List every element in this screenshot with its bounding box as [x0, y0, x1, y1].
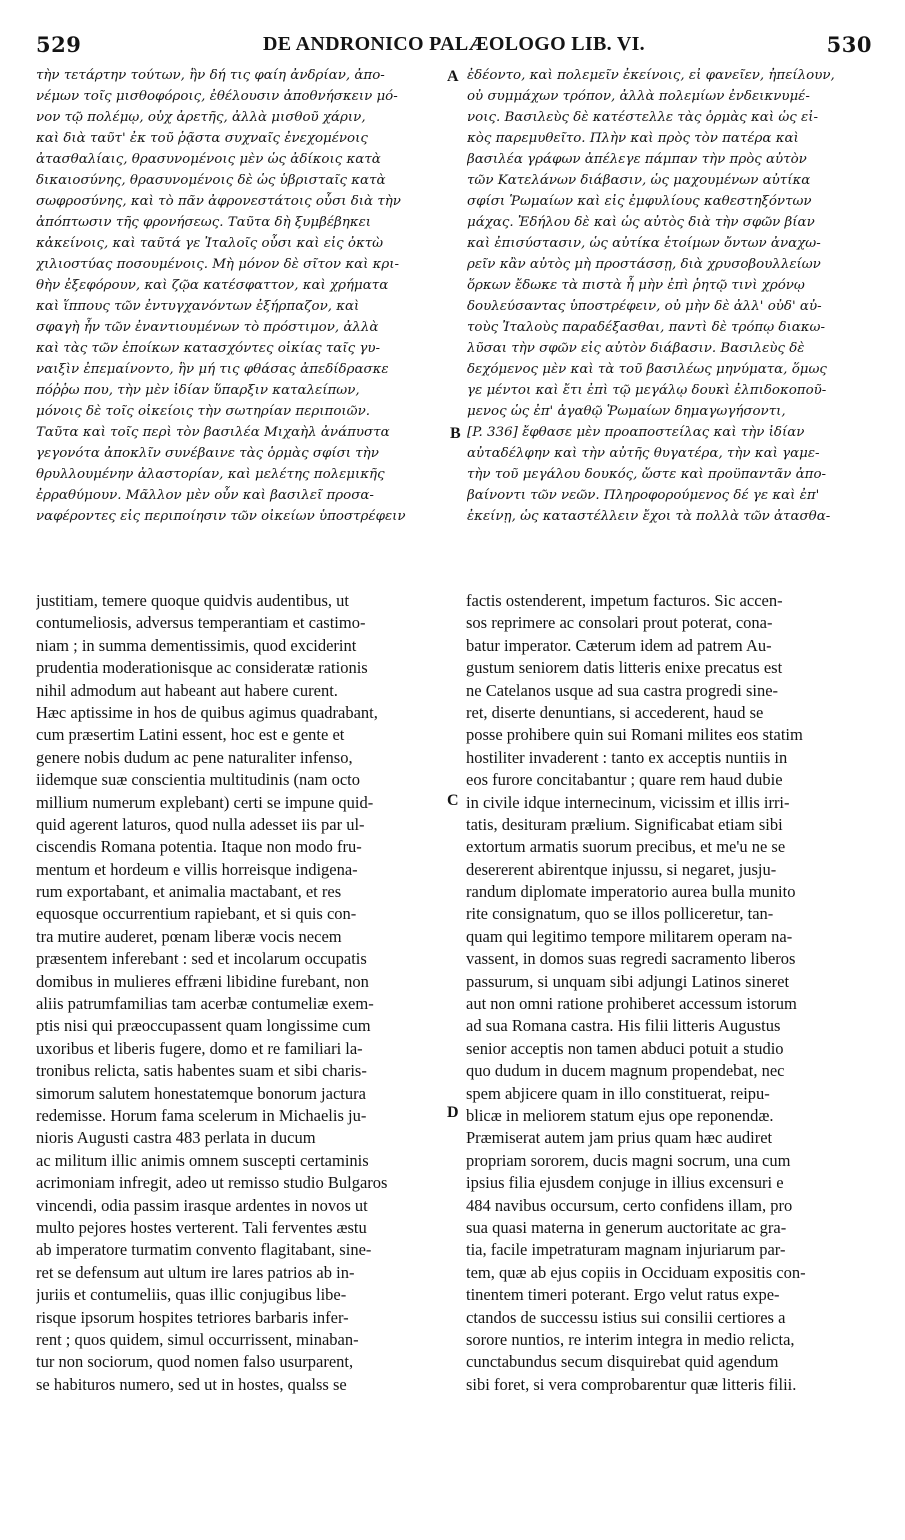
text-line: ne Catelanos usque ad sua castra progredi sine-	[466, 680, 779, 700]
text-line: iidemque suæ conscientia multitudinis (nam octo	[36, 770, 360, 790]
text-line: prudentia moderationisque ac consideratæ rationis	[36, 658, 368, 678]
text-line: simorum salutem honestatemque bonorum jactura	[36, 1083, 366, 1103]
text-line: ἐκείνῃ, ὡς καταστέλλειν ἔχοι τὰ πολλὰ τῶν ἀτασθα-	[467, 509, 831, 524]
text-line: κὸς παρεμυθεῖτο. Πλὴν καὶ πρὸς τὸν πατέρα καὶ	[467, 131, 799, 146]
text-line: 484 navibus occursum, certo confidens illam, pro	[466, 1195, 793, 1215]
text-line: senior acceptis non tamen abduci potuit a studio	[466, 1038, 784, 1058]
text-line: δουλεύσαντας ὑποστρέφειν, οὐ μὴν δὲ ἀλλ' οὐδ' αὐ-	[467, 299, 822, 314]
text-line: multo pejores hostes verterent. Tali ferventes æstu	[36, 1217, 367, 1237]
text-line: ναιξὶν ἐπεμαίνοντο, ἣν μή τις φθάσας ἀπεδίδρασκε	[36, 362, 389, 377]
text-line: βαίνοντι τῶν νεῶν. Πληροφορούμενος δέ γε καὶ ἐπ'	[467, 488, 820, 503]
text-line: se habituros numero, sed ut in hostes, qualss se	[36, 1374, 347, 1394]
text-line: nioris Augusti castra 483 perlata in ducum	[36, 1128, 316, 1148]
text-line: rum exportabant, et animalia mactabant, et res	[36, 882, 342, 902]
text-line: millium numerum explebant) certi se impune quid-	[36, 792, 374, 812]
text-line: βασιλέα γράφων ἀπέλεγε πάμπαν τὴν πρὸς αὐτὸν	[467, 152, 807, 167]
margin-letter-b: B	[450, 425, 461, 442]
page-number-right: 530	[826, 32, 872, 57]
text-line: cunctabundus secum disquirebat quid agendum	[466, 1352, 779, 1372]
latin-text-left-column	[36, 590, 446, 1396]
text-line: τοὺς Ἰταλοὺς παραδέξασθαι, παντὶ δὲ τρόπῳ διακω-	[467, 320, 825, 335]
text-line: ὅρκων ἔδωκε τὰ πιστὰ ἦ μὴν ἐπὶ ῥητῷ τινὶ χρόνῳ	[467, 278, 805, 293]
greek-text-left-column	[36, 65, 454, 527]
text-line: ciscendis Romana potentia. Itaque non modo fru-	[36, 837, 362, 857]
text-line: ipsius filia ejusdem conjuge in illius excensuri e	[466, 1173, 784, 1193]
text-line: uxoribus et liberis fugere, domo et re familiari la-	[36, 1038, 363, 1058]
text-line: σφίσι Ῥωμαίων καὶ εἰς ἐμφυλίους καθεστηξόντων	[467, 194, 812, 209]
text-line: redemisse. Horum fama scelerum in Michaelis ju-	[36, 1105, 367, 1125]
text-line: eos furore concitabantur ; quare rem haud dubie	[466, 770, 783, 790]
text-line: νοις. Βασιλεὺς δὲ κατέστελλε τὰς ὁρμὰς καὶ ὡς εἰ-	[467, 110, 818, 125]
text-line: θρυλλουμένην ἀλαστορίαν, καὶ μελέτης πολεμικῆς	[36, 467, 385, 482]
page-number-left: 529	[36, 32, 82, 57]
text-line: quam qui legitimo tempore militarem operam na-	[466, 926, 793, 946]
text-line: Hæc aptissime in hos de quibus agimus quadrabant,	[36, 702, 378, 722]
text-line: αὐταδέλφην καὶ τὴν αὐτῆς θυγατέρα, τὴν καὶ γαμε-	[467, 446, 820, 461]
text-line: ἐδέοντο, καὶ πολεμεῖν ἐκείνοις, εἰ φανεῖεν, ἠπείλουν,	[467, 68, 835, 83]
text-line: γεγονότα ἀποκλῖν συνέβαινε τὰς ὁρμὰς σφίσι τὴν	[36, 446, 379, 461]
text-line: sua quasi materna in generum auctoritate ac gra-	[466, 1217, 787, 1237]
text-line: ἀπόπτωσιν τῆς φρονήσεως. Ταῦτα δὴ ξυμβέβηκει	[36, 215, 372, 230]
text-line: ptis nisi qui præoccupassent quam longissime cum	[36, 1016, 371, 1036]
text-line: propriam sororem, ducis magni socrum, una cum	[466, 1150, 791, 1170]
text-line: καὶ ἵππους τῶν ἐντυγχανόντων ἐξήρπαζον, καὶ	[36, 299, 360, 314]
text-line: tatis, desituram prælium. Significabat etiam sibi	[466, 814, 783, 834]
greek-text-right-column	[467, 65, 872, 527]
text-line: χιλιοστύας ποσουμένοις. Μὴ μόνον δὲ σῖτον καὶ κρι-	[36, 257, 400, 272]
latin-text-right-column	[466, 590, 874, 1396]
text-line: κἀκείνοις, καὶ ταῦτά γε Ἰταλοῖς οὖσι καὶ εἰς ὀκτὼ	[36, 236, 384, 251]
text-line: tem, quæ ab ejus copiis in Occiduam expositis con-	[466, 1262, 806, 1282]
text-line: καὶ ἐπισύστασιν, ὡς αὐτίκα ἑτοίμων ὄντων ἀναχω-	[467, 236, 821, 251]
page-header	[36, 32, 872, 58]
text-line: domibus in mulieres effræni libidine furebant, non	[36, 971, 369, 991]
text-line: vincendi, odia passim irasque ardentes in novos ut	[36, 1195, 368, 1215]
text-line: ab imperatore turmatim convento flagitabant, sine-	[36, 1240, 372, 1260]
text-line: aliis patrumfamilias tam acerbæ contumeliæ exem-	[36, 994, 374, 1014]
text-line: μόνοις δὲ τοῖς οἰκείοις τὴν σωτηρίαν περιποιῶν.	[36, 404, 370, 419]
text-line: contumeliosis, adversus temperantiam et castimo-	[36, 613, 366, 633]
text-line: sibi foret, si vera comprobarentur quæ litteris filii.	[466, 1374, 797, 1394]
text-line: quid agerent laturos, quod nulla adesset iis par ul-	[36, 814, 365, 834]
text-line: ρεῖν κἂν αὐτὸς μὴ προστάσσῃ, διὰ χρυσοβουλλείων	[467, 257, 821, 272]
text-line: Ταῦτα καὶ τοῖς περὶ τὸν βασιλέα Μιχαὴλ ἀνάπυστα	[36, 425, 390, 440]
text-line: τὴν τετάρτην τούτων, ἣν δή τις φαίη ἀνδρίαν, ἀπο-	[36, 68, 385, 83]
text-line: tinentem timeri poterant. Ergo velut ratus expe-	[466, 1285, 780, 1305]
text-line: ac militum illic animis omnem suscepti certaminis	[36, 1150, 369, 1170]
text-line: πόῤῥω που, τὴν μὲν ἰδίαν ὕπαρξιν καταλείπων,	[36, 383, 360, 398]
text-line: sorore nuntios, re interim integra in medio relicta,	[466, 1329, 795, 1349]
text-line: gustum seniorem datis litteris enixe precatus est	[466, 658, 783, 678]
text-line: sos reprimere ac consolari prout poterat, cona-	[466, 613, 773, 633]
text-line: tia, facile impetraturam magnam injuriarum par-	[466, 1240, 786, 1260]
text-line: ἐρραθύμουν. Μᾶλλον μὲν οὖν καὶ βασιλεῖ προσα-	[36, 488, 374, 503]
text-line: σωφροσύνης, καὶ τὸ πᾶν ἀφρονεστάτοις οὖσι διὰ τὴν	[36, 194, 401, 209]
text-line: aut non omni ratione prohiberet accessum istorum	[466, 994, 797, 1014]
text-line: ret se defensum aut ultum ire lares patrios ab in-	[36, 1262, 355, 1282]
text-line: καὶ διὰ ταῦτ' ἐκ τοῦ ῥᾷστα συχναῖς ἐνεχομένοις	[36, 131, 368, 146]
text-line: Præmiserat autem jam prius quam hæc audiret	[466, 1128, 773, 1148]
margin-letter-a: A	[447, 68, 459, 85]
text-line: extortum armatis suorum precibus, et me'u ne se	[466, 837, 786, 857]
text-line: τὴν τοῦ μεγάλου δουκός, ὥστε καὶ προϋπαντᾶν ἀπο-	[467, 467, 827, 482]
text-line: genere nobis dudum ac pene naturaliter infenso,	[36, 747, 353, 767]
text-line: σφαγὴ ἦν τῶν ἐναντιουμένων τὸ πρόστιμον, ἀλλὰ	[36, 320, 379, 335]
text-line: [P. 336] ἔφθασε μὲν προαποστείλας καὶ τὴν ἰδίαν	[467, 425, 805, 440]
text-line: randum diplomate imperatorio aurea bulla munito	[466, 882, 796, 902]
text-line: posse prohibere quin sui Romani milites eos statim	[466, 725, 803, 745]
margin-letter-c: C	[447, 792, 459, 809]
text-line: cum præsertim Latini essent, hoc est e gente et	[36, 725, 345, 745]
text-line: vassent, in domos suas regredi sacramento liberos	[466, 949, 796, 969]
text-line: νον τῷ πολέμῳ, οὐχ ἀρετῆς, ἀλλὰ μισθοῦ χάριν,	[36, 110, 366, 125]
text-line: præsentem inferebant : sed et incolarum occupatis	[36, 949, 367, 969]
text-line: desererent abirentque injussu, si negaret, jusju-	[466, 859, 777, 879]
text-line: λῦσαι τὴν σφῶν εἰς αὐτὸν διάβασιν. Βασιλεὺς δὲ	[467, 341, 805, 356]
text-line: tronibus relicta, satis habentes suam et sibi charis-	[36, 1061, 367, 1081]
text-line: in civile idque internecinum, vicissim et illis irri-	[466, 792, 790, 812]
text-line: spem abjicere quam in illo constituerat, reipu-	[466, 1083, 770, 1103]
text-line: nihil admodum aut habeant aut habere curent.	[36, 680, 338, 700]
text-line: μάχας. Ἐδήλου δὲ καὶ ὡς αὐτὸς διὰ τὴν σφῶν βίαν	[467, 215, 815, 230]
text-line: ctandos de successu istius sui consilii certiores a	[466, 1307, 786, 1327]
text-line: risque ipsorum hospites tetriores barbaris infer-	[36, 1307, 349, 1327]
margin-letter-d: D	[447, 1104, 459, 1121]
text-line: tur non sociorum, quod nomen falso usurparent,	[36, 1352, 354, 1372]
text-line: δικαιοσύνης, θρασυνομένοις δὲ ὡς ὑβρισταῖς κατὰ	[36, 173, 386, 188]
text-line: θὴν ἐξεφόρουν, καὶ ζῷα κατέσφαττον, καὶ χρήματα	[36, 278, 389, 293]
text-line: ad sua Romana castra. His filii litteris Augustus	[466, 1016, 781, 1036]
text-line: μενος ὡς ἐπ' ἀγαθῷ Ῥωμαίων δημαγωγήσοντι,	[467, 404, 786, 419]
text-line: acrimoniam infregit, adeo ut remisso studio Bulgaros	[36, 1173, 388, 1193]
running-head: DE ANDRONICO PALÆOLOGO LIB. VI.	[263, 33, 645, 55]
text-line: καὶ τὰς τῶν ἐποίκων κατασχόντες οἰκίας ταῖς γυ-	[36, 341, 381, 356]
text-line: hostiliter invaderent : tanto ex acceptis nuntiis in	[466, 747, 788, 767]
text-line: νέμων τοῖς μισθοφόροις, ἐθέλουσιν ἀποθνήσκειν μό-	[36, 89, 398, 104]
text-line: niam ; in summa dementissimis, quod exciderint	[36, 635, 357, 655]
text-line: rent ; quos quidem, simul occurrissent, minaban-	[36, 1329, 359, 1349]
text-line: blicæ in meliorem statum ejus ope reponendæ.	[466, 1105, 774, 1125]
text-line: mentum et hordeum e villis horreisque indigena-	[36, 859, 358, 879]
text-line: passurum, si unquam sibi adjungi Latinos sineret	[466, 971, 790, 991]
text-line: ναφέροντες εἰς περιποίησιν τῶν οἰκείων ὑποστρέφειν	[36, 509, 406, 524]
text-line: quo dudum in ducem magnum propendebat, nec	[466, 1061, 785, 1081]
text-line: rite consignatum, quo se illos polliceretur, tan-	[466, 904, 774, 924]
text-line: δεχόμενος μὲν καὶ τὰ τοῦ βασιλέως μηνύματα, ὅμως	[467, 362, 827, 377]
text-line: batur imperator. Cæterum idem ad patrem Au-	[466, 635, 772, 655]
text-line: justitiam, temere quoque quidvis audentibus, ut	[36, 591, 349, 610]
text-line: οὐ συμμάχων τρόπον, ἀλλὰ πολεμίων ἐνδεικνυμέ-	[467, 89, 810, 104]
text-line: tra mutire auderet, pœnam liberæ vocis necem	[36, 926, 342, 946]
text-line: γε μέντοι καὶ ἔτι ἐπὶ τῷ μεγάλῳ δουκὶ ἐλπιδοκοποῦ-	[467, 383, 827, 398]
text-line: juriis et contumeliis, quas illic conjugibus libe-	[36, 1285, 347, 1305]
text-line: equosque occurrentium rapiebant, et si quis con-	[36, 904, 357, 924]
text-line: ἀτασθαλίαις, θρασυνομένοις μὲν ὡς ἀδίκοις κατὰ	[36, 152, 381, 167]
text-line: τῶν Κατελάνων διάβασιν, ὡς μαχουμένων αὐτίκα	[467, 173, 811, 188]
text-line: factis ostenderent, impetum facturos. Sic accen-	[466, 591, 783, 610]
text-line: ret, diserte denuntians, si accederent, haud se	[466, 702, 764, 722]
